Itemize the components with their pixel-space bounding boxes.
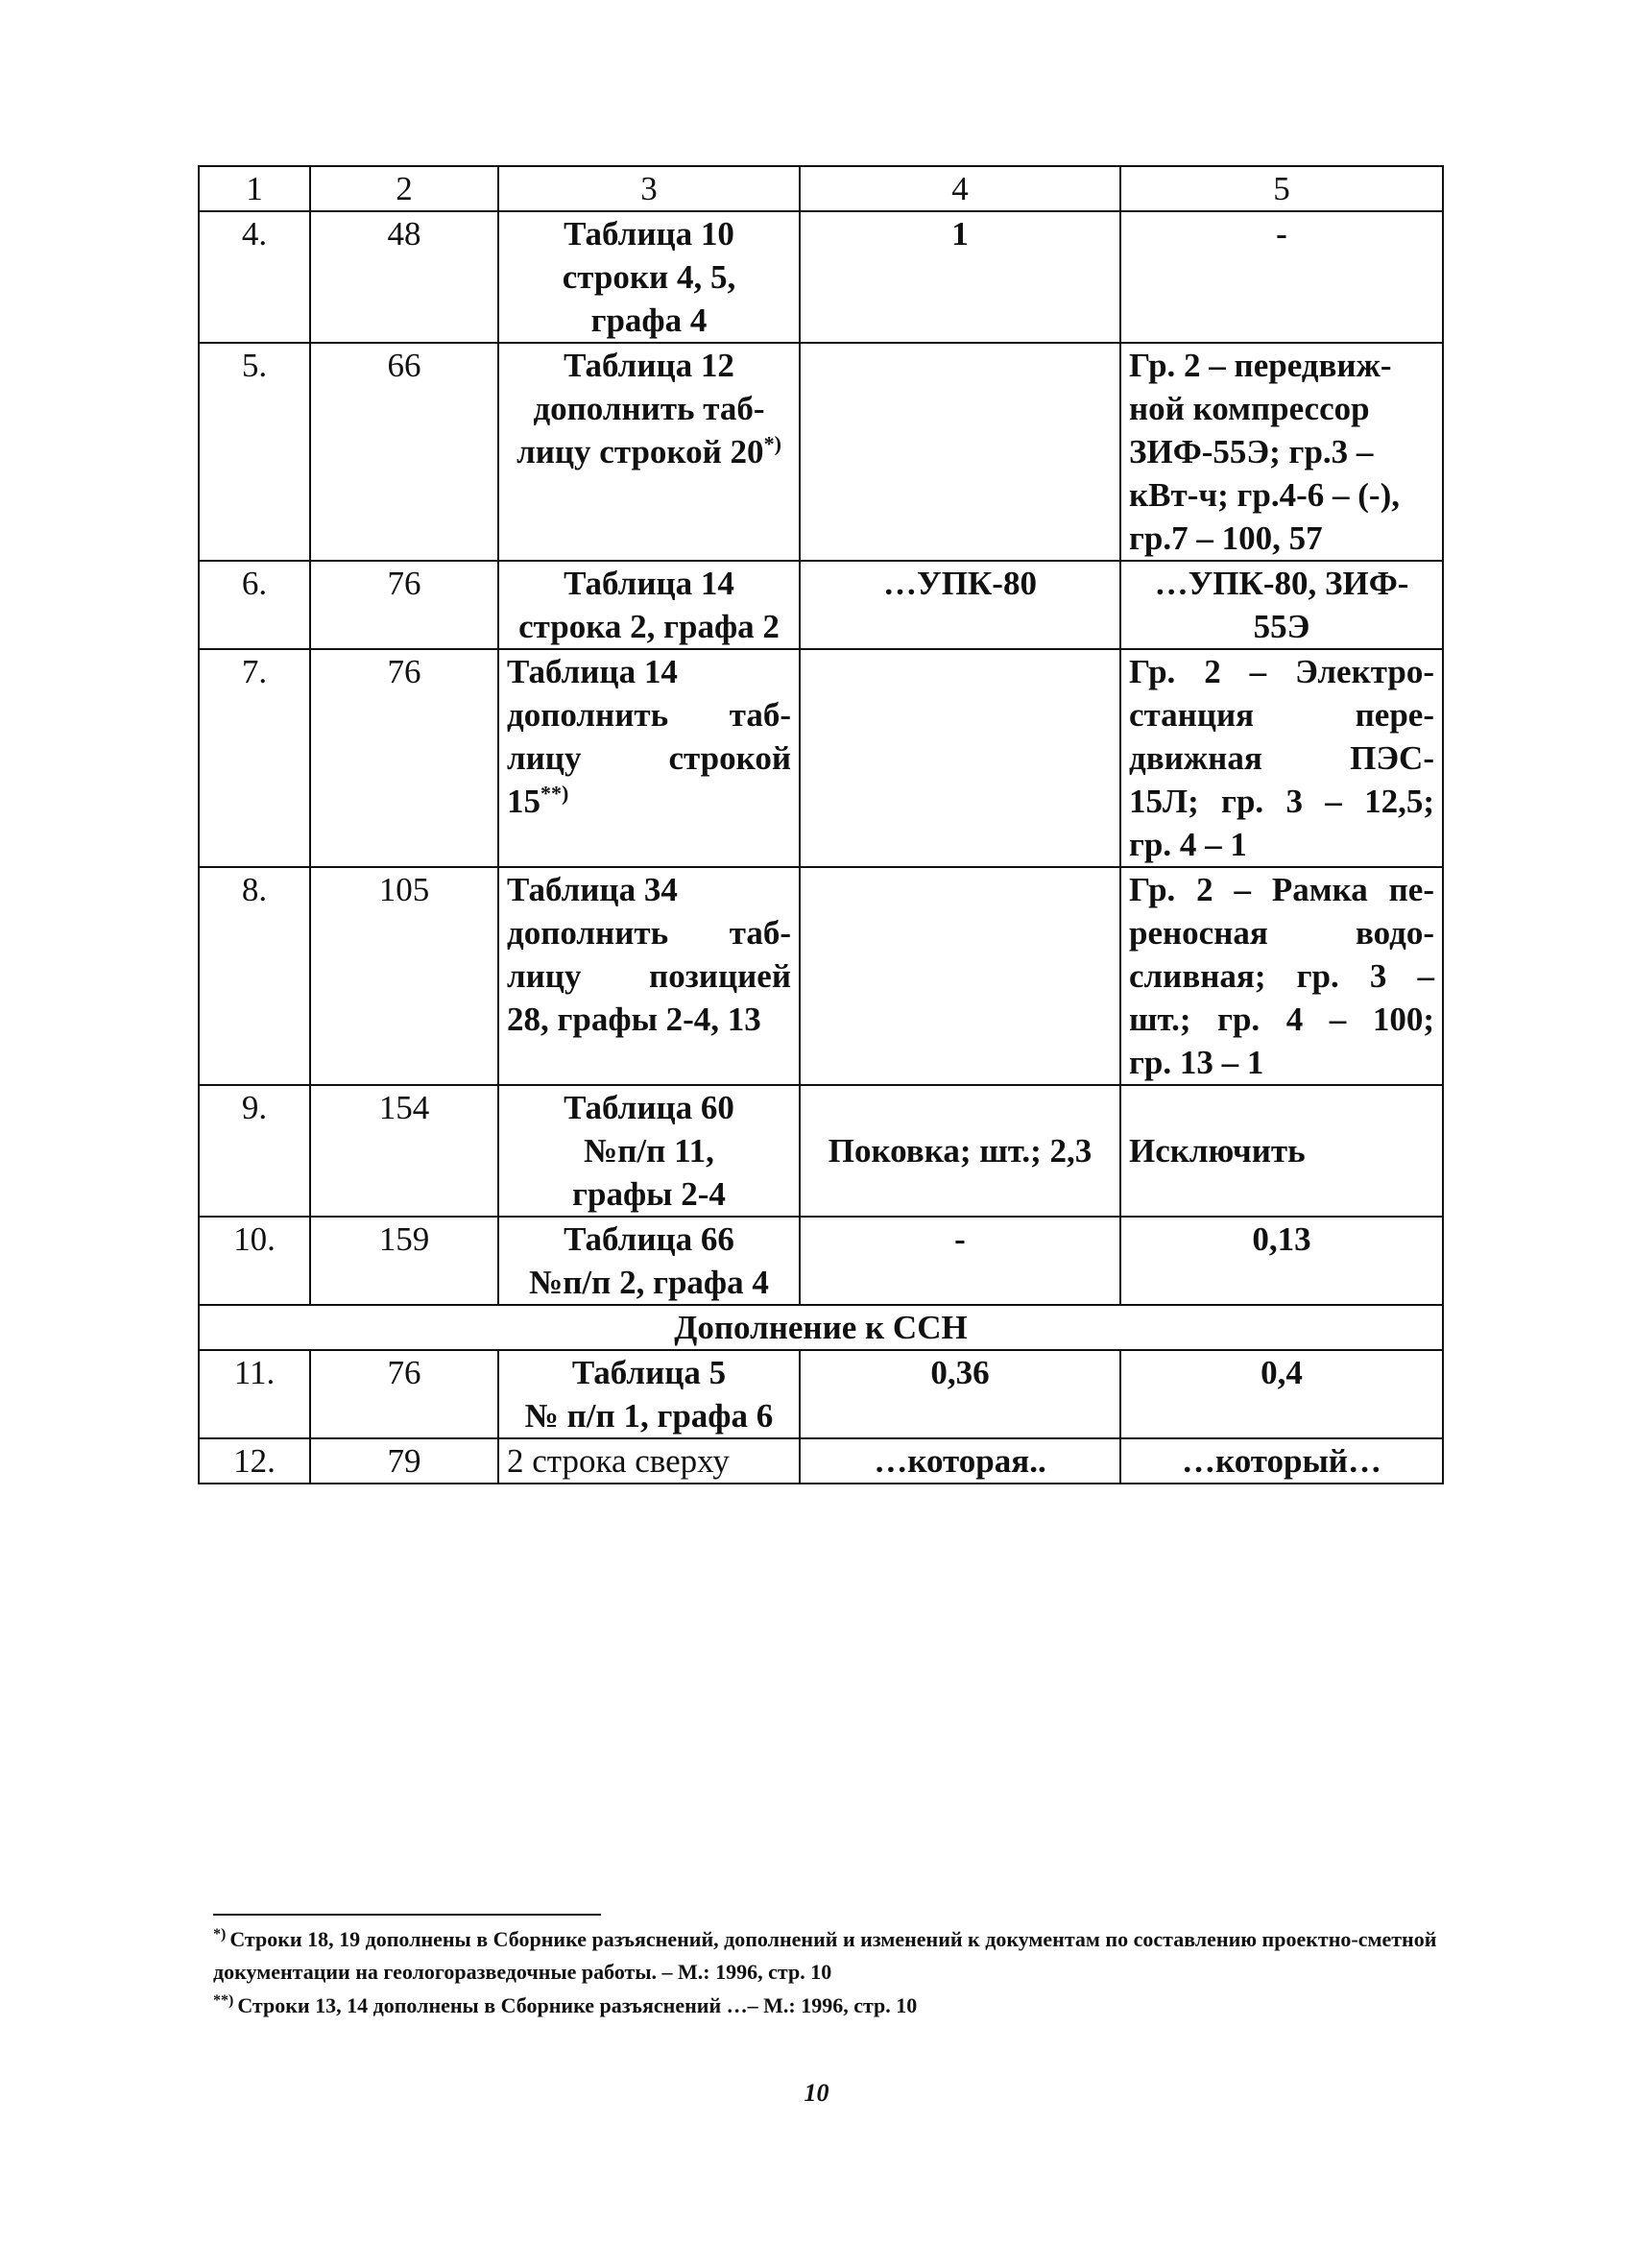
header-cell: 2 (310, 166, 498, 211)
cell-line: 15Л; гр. 3 – 12,5; (1129, 783, 1434, 820)
location-cell (498, 867, 800, 1085)
section-title: Дополнение к ССН (199, 1305, 1443, 1350)
cell-line-text: 15 (507, 783, 540, 820)
cell-line-text: лицу строкой 20 (516, 433, 764, 470)
cell-line: гр. 13 – 1 (1129, 1044, 1264, 1081)
page-number-cell: 159 (310, 1217, 498, 1305)
cell-line: движная ПЭС- (1129, 739, 1434, 777)
cell-line: Таблица 5 (571, 1354, 727, 1391)
footnote-ref: *) (763, 431, 781, 456)
page-number: 10 (804, 2079, 829, 2107)
cell-line: лицу позицией (507, 957, 791, 995)
table-row (199, 649, 1443, 867)
printed-cell (800, 1438, 1120, 1484)
cell-line: 55Э (1253, 608, 1310, 645)
table-row (199, 1350, 1443, 1438)
cell-line: 2 строка сверху (507, 1442, 730, 1480)
cell-line: Таблица 14 (507, 653, 678, 690)
page-number-cell: 79 (310, 1438, 498, 1484)
should-be-cell (1120, 343, 1443, 561)
cell-line: 0,13 (1252, 1220, 1311, 1258)
should-be-cell (1120, 1350, 1443, 1438)
row-number: 11. (199, 1350, 310, 1438)
table-row (199, 1438, 1443, 1484)
should-be-cell (1120, 649, 1443, 867)
row-number: 9. (199, 1085, 310, 1217)
cell-line: шт.; гр. 4 – 100; (1129, 1001, 1434, 1038)
cell-line: графы 2-4 (572, 1175, 726, 1213)
changes-table (198, 165, 1444, 1484)
location-cell (498, 1350, 800, 1438)
cell-line: Таблица 60 (564, 1089, 734, 1126)
footnote-divider (213, 1914, 601, 1916)
cell-line: Таблица 12 (564, 347, 734, 384)
cell-line: Поковка; шт.; 2,3 (828, 1132, 1093, 1170)
cell-line: гр. 4 – 1 (1129, 826, 1247, 863)
cell-line: №п/п 11, (584, 1132, 714, 1170)
page-number-cell: 154 (310, 1085, 498, 1217)
cell-line: …который… (1182, 1442, 1381, 1480)
footnote (213, 1990, 1452, 2022)
row-number: 10. (199, 1217, 310, 1305)
printed-cell (800, 1350, 1120, 1438)
table-header-row (199, 166, 1443, 211)
cell-line (507, 780, 791, 823)
cell-line: 0,36 (930, 1354, 990, 1391)
footnote-text: Строки 18, 19 дополнены в Сборнике разъяснений, дополнений и изменений к документам по составлению проектно-сметной документации на геологоразведочные работы. – М.: 1996, стр. 10 (213, 1927, 1437, 1984)
header-cell: 5 (1120, 166, 1443, 211)
footnote-ref: **) (540, 781, 569, 806)
printed-cell (800, 649, 1120, 867)
table-row (199, 1085, 1443, 1217)
table-row (199, 1217, 1443, 1305)
should-be-cell (1120, 1085, 1443, 1217)
printed-cell (800, 867, 1120, 1085)
page-number-cell: 76 (310, 649, 498, 867)
table-row (199, 867, 1443, 1085)
footnote-mark: *) (213, 1925, 227, 1942)
row-number: 4. (199, 211, 310, 343)
cell-line: дополнить таб- (533, 390, 765, 427)
cell-line: кВт-ч; гр.4-6 – (-), (1129, 476, 1400, 514)
page-number-cell: 76 (310, 1350, 498, 1438)
cell-line: строки 4, 5, (562, 258, 736, 296)
row-number: 7. (199, 649, 310, 867)
cell-line: станция пере- (1129, 696, 1434, 734)
should-be-cell (1120, 1217, 1443, 1305)
printed-cell (800, 1085, 1120, 1217)
location-cell (498, 1438, 800, 1484)
cell-line: ной компрессор (1129, 390, 1370, 427)
cell-line: …УПК-80 (883, 565, 1037, 602)
header-cell: 4 (800, 166, 1120, 211)
cell-line: Гр. 2 – Рамка пе- (1129, 871, 1434, 908)
location-cell (498, 649, 800, 867)
cell-line: Таблица 66 (564, 1220, 734, 1258)
location-cell (498, 343, 800, 561)
cell-line: сливная; гр. 3 – (1129, 957, 1434, 995)
page-number-cell: 66 (310, 343, 498, 561)
cell-line: дополнить таб- (507, 914, 791, 952)
location-cell (498, 561, 800, 649)
row-number: 5. (199, 343, 310, 561)
header-cell: 1 (199, 166, 310, 211)
page-number-cell: 48 (310, 211, 498, 343)
cell-line: дополнить таб- (507, 696, 791, 734)
cell-line: Гр. 2 – Электро- (1129, 653, 1434, 690)
table-row (199, 343, 1443, 561)
footnote-text: Строки 13, 14 дополнены в Сборнике разъяснений …– М.: 1996, стр. 10 (237, 1993, 918, 2017)
footnote (213, 1923, 1452, 1989)
header-cell: 3 (498, 166, 800, 211)
cell-line: гр.7 – 100, 57 (1129, 519, 1323, 557)
cell-line (507, 430, 791, 473)
cell-line: строка 2, графа 2 (518, 608, 780, 645)
cell-line: Таблица 34 (507, 871, 678, 908)
cell-line: 0,4 (1261, 1354, 1303, 1391)
should-be-cell (1120, 1438, 1443, 1484)
table-row (199, 561, 1443, 649)
printed-cell (800, 1217, 1120, 1305)
cell-line: реносная водо- (1129, 914, 1434, 952)
row-number: 6. (199, 561, 310, 649)
cell-line: Таблица 14 (564, 565, 734, 602)
row-number: 8. (199, 867, 310, 1085)
cell-line: лицу строкой (507, 739, 791, 777)
table-row (199, 211, 1443, 343)
cell-line: 28, графы 2-4, 13 (507, 1001, 761, 1038)
location-cell (498, 1217, 800, 1305)
should-be-cell (1120, 867, 1443, 1085)
cell-line: № п/п 1, графа 6 (524, 1397, 774, 1435)
page-number-cell: 105 (310, 867, 498, 1085)
cell-line: Таблица 10 (564, 215, 734, 253)
printed-cell (800, 211, 1120, 343)
cell-line: графа 4 (590, 302, 708, 339)
cell-line: - (1276, 215, 1287, 253)
location-cell (498, 211, 800, 343)
cell-line: Гр. 2 – передвиж- (1129, 347, 1392, 384)
should-be-cell (1120, 211, 1443, 343)
should-be-cell (1120, 561, 1443, 649)
location-cell (498, 1085, 800, 1217)
cell-line: №п/п 2, графа 4 (529, 1264, 769, 1301)
cell-line: Исключить (1129, 1132, 1306, 1170)
cell-line: ЗИФ-55Э; гр.3 – (1129, 433, 1374, 470)
cell-line: - (954, 1220, 966, 1258)
footnote-mark: **) (213, 1991, 234, 2009)
printed-cell (800, 343, 1120, 561)
cell-line: 1 (951, 215, 969, 253)
cell-line: …которая.. (874, 1442, 1046, 1480)
cell-line: …УПК-80, ЗИФ- (1154, 565, 1409, 602)
row-number: 12. (199, 1438, 310, 1484)
section-row (199, 1305, 1443, 1350)
printed-cell (800, 561, 1120, 649)
page-number-cell: 76 (310, 561, 498, 649)
